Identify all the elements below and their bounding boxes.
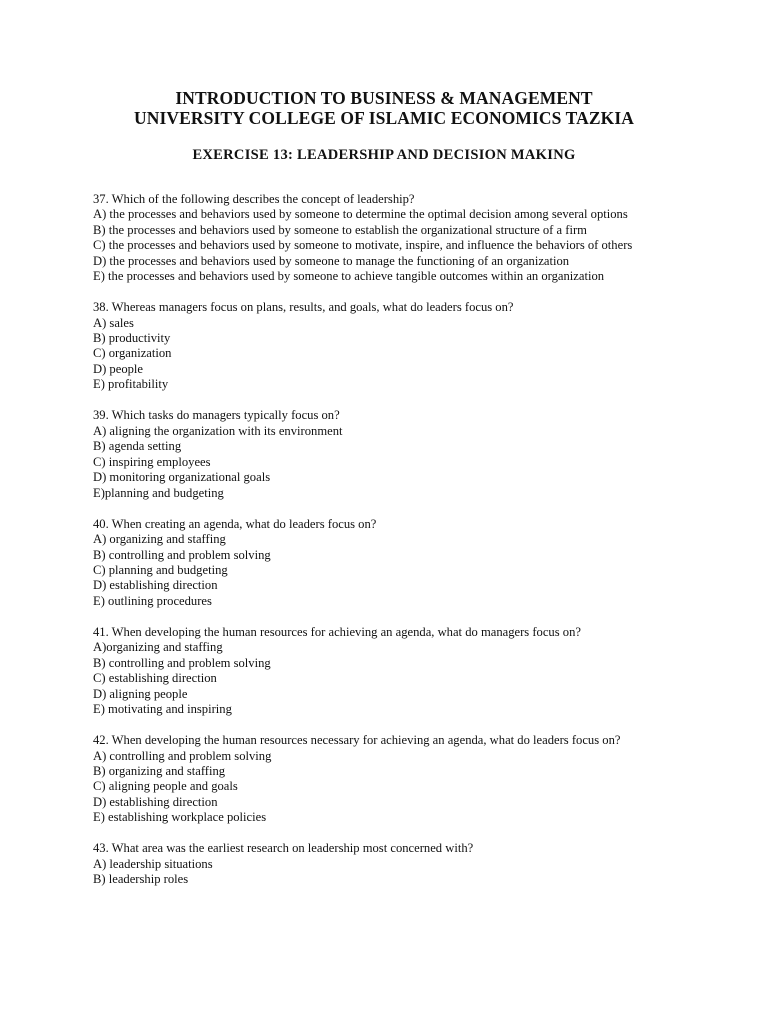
option-c: C) organization — [93, 346, 172, 361]
option-b: B) the processes and behaviors used by someone to establish the organizational structure of a firm — [93, 222, 587, 237]
question-text: 38. Whereas managers focus on plans, results, and goals, what do leaders focus on? — [93, 300, 514, 315]
option-d: D) aligning people — [93, 686, 188, 701]
option-a: A)organizing and staffing — [93, 640, 223, 655]
option-a: A) the processes and behaviors used by someone to determine the optimal decision among several options — [93, 207, 628, 222]
option-b: B) leadership roles — [93, 872, 189, 887]
option-a: A) sales — [93, 315, 134, 330]
option-c: C) establishing direction — [93, 671, 217, 686]
question-text: 37. Which of the following describes the concept of leadership? — [93, 192, 415, 206]
course-title: INTRODUCTION TO BUSINESS & MANAGEMENT — [175, 88, 593, 108]
option-a: A) aligning the organization with its environment — [93, 423, 343, 438]
option-c: C) the processes and behaviors used by someone to motivate, inspire, and influence the behaviors of others — [93, 238, 633, 253]
question-41 — [93, 625, 683, 717]
question-39 — [93, 408, 683, 500]
question-43 — [93, 841, 683, 887]
option-a: A) controlling and problem solving — [93, 748, 272, 763]
option-c: C) planning and budgeting — [93, 562, 228, 577]
option-b: B) controlling and problem solving — [93, 547, 271, 562]
option-e: E) establishing workplace policies — [93, 810, 267, 825]
option-d: D) monitoring organizational goals — [93, 470, 271, 485]
exercise-title: EXERCISE 13: LEADERSHIP AND DECISION MAKING — [192, 147, 576, 163]
option-d: D) the processes and behaviors used by someone to manage the functioning of an organization — [93, 253, 570, 268]
question-40 — [93, 517, 683, 609]
institution-title: UNIVERSITY COLLEGE OF ISLAMIC ECONOMICS TAZKIA — [133, 108, 635, 128]
question-42 — [93, 733, 683, 825]
option-e: E) motivating and inspiring — [93, 701, 232, 716]
question-38 — [93, 300, 683, 392]
option-b: B) organizing and staffing — [93, 763, 226, 778]
question-37 — [93, 192, 683, 284]
option-c: C) aligning people and goals — [93, 779, 238, 794]
question-text: 43. What area was the earliest research on leadership most concerned with? — [93, 841, 474, 856]
option-d: D) establishing direction — [93, 578, 218, 593]
option-e: E) outlining procedures — [93, 593, 212, 608]
option-e: E)planning and budgeting — [93, 485, 224, 500]
question-text: 40. When creating an agenda, what do leaders focus on? — [93, 516, 377, 531]
option-e: E) profitability — [93, 377, 169, 392]
option-d: D) people — [93, 361, 144, 376]
question-text: 42. When developing the human resources necessary for achieving an agenda, what do leaders focus on? — [93, 733, 621, 748]
question-list — [93, 192, 683, 903]
option-a: A) organizing and staffing — [93, 532, 226, 547]
option-c: C) inspiring employees — [93, 454, 211, 469]
option-b: B) agenda setting — [93, 439, 182, 454]
option-e: E) the processes and behaviors used by someone to achieve tangible outcomes within an organization — [93, 269, 605, 284]
option-b: B) controlling and problem solving — [93, 655, 271, 670]
question-text: 41. When developing the human resources for achieving an agenda, what do managers focus on? — [93, 624, 581, 639]
option-d: D) establishing direction — [93, 794, 218, 809]
option-a: A) leadership situations — [93, 856, 213, 871]
question-text: 39. Which tasks do managers typically focus on? — [93, 408, 340, 423]
option-b: B) productivity — [93, 331, 171, 346]
